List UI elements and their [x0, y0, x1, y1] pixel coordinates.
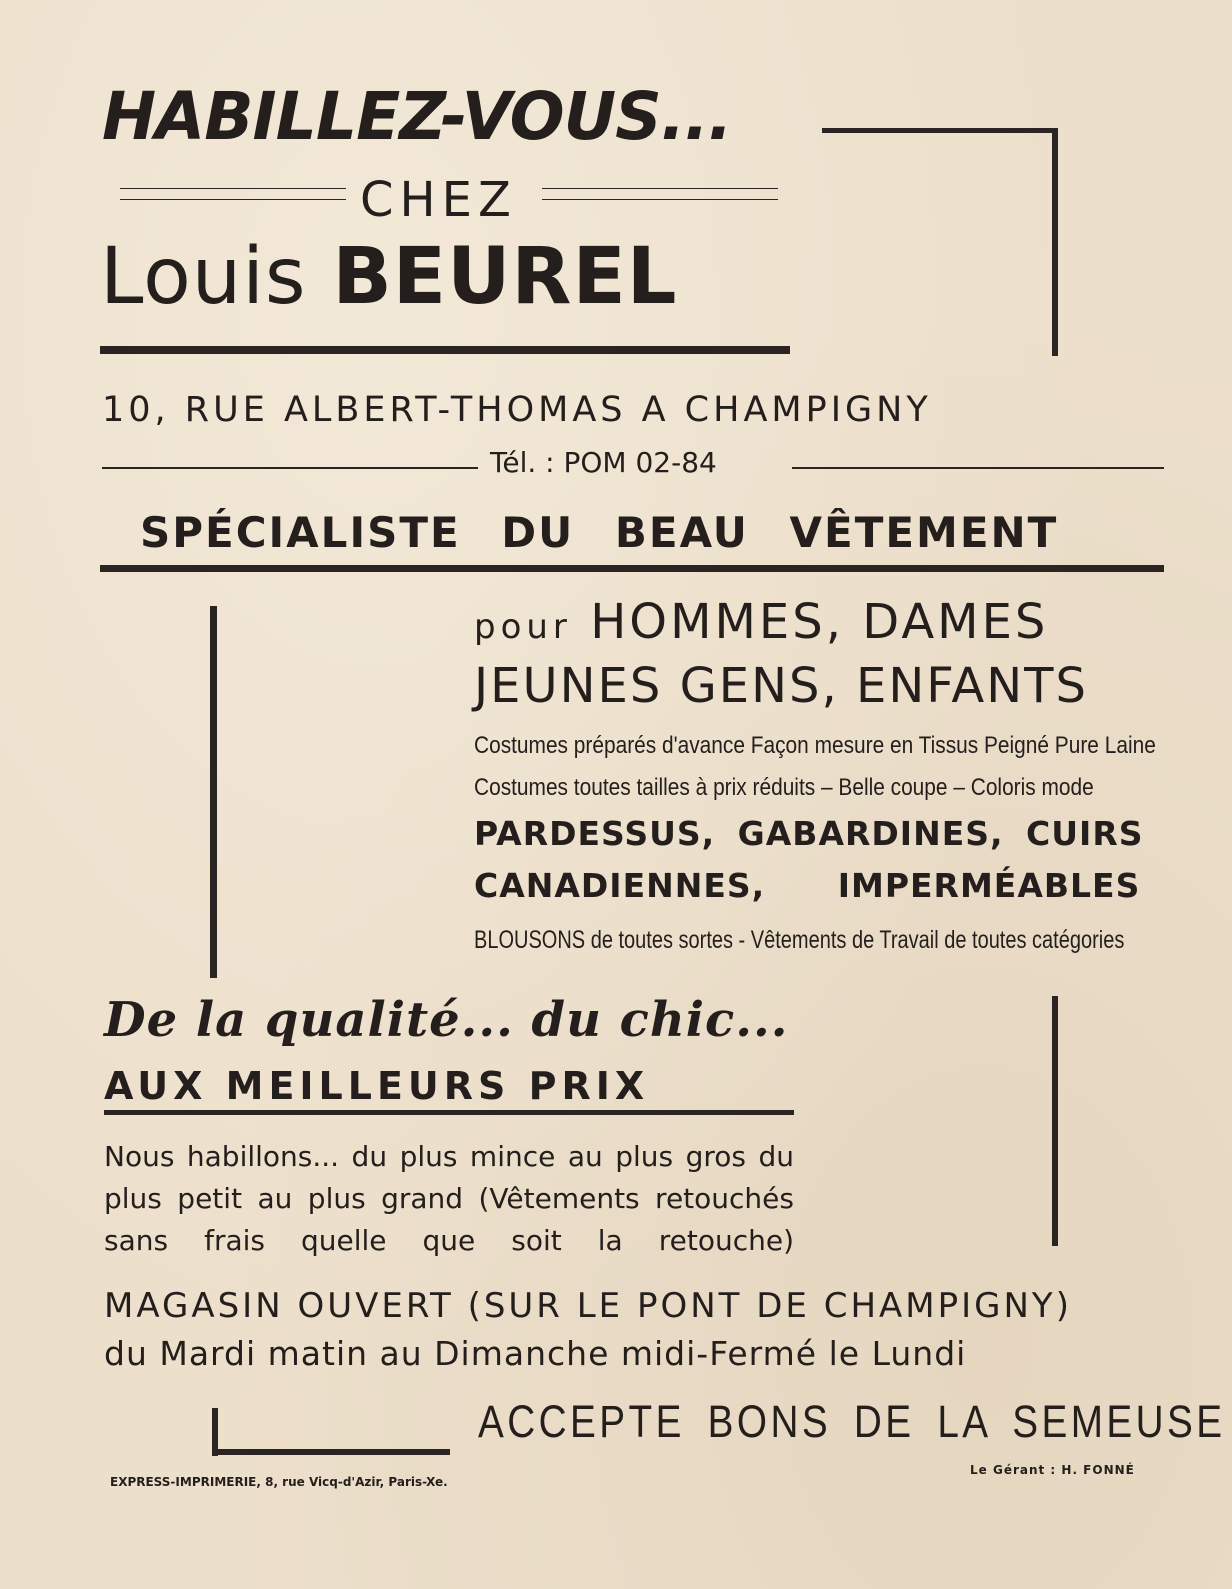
owner-first-name: Louis — [100, 232, 307, 322]
rule-chez-right-2 — [542, 199, 778, 200]
clientele-line-1 — [474, 594, 1048, 650]
shop-owner-name — [100, 232, 677, 322]
rule-tel-left — [102, 467, 478, 469]
printer-credit: EXPRESS-IMPRIMERIE, 8, rue Vicq-d'Azir, Paris-Xe. — [110, 1475, 448, 1489]
owner-last-name: BEUREL — [332, 232, 678, 322]
phone-number: Tél. : POM 02-84 — [490, 446, 717, 479]
rule-chez-left-1 — [120, 188, 346, 189]
shop-address: 10, RUE ALBERT-THOMAS A CHAMPIGNY — [102, 390, 932, 430]
rule-under-name — [100, 346, 790, 354]
rule-under-prices — [104, 1110, 794, 1115]
vertical-bar-right — [1052, 996, 1058, 1246]
items-line-2: CANADIENNES, IMPERMÉABLES — [474, 866, 1141, 905]
rule-chez-right-1 — [542, 188, 778, 189]
rule-chez-left-2 — [120, 199, 346, 200]
clientele-line-2: JEUNES GENS, ENFANTS — [474, 658, 1088, 714]
prices-heading: AUX MEILLEURS PRIX — [104, 1064, 650, 1108]
costumes-line-2: Costumes toutes tailles à prix réduits – Belle coupe – Coloris mode — [474, 774, 1094, 801]
specialist-heading: SPÉCIALISTE DU BEAU VÊTEMENT — [140, 508, 1059, 557]
corner-bracket-top — [822, 128, 1058, 133]
for-prefix: pour — [474, 607, 572, 647]
quality-slogan: De la qualité... du chic... — [104, 992, 789, 1048]
manager-credit: Le Gérant : H. FONNÉ — [970, 1463, 1135, 1477]
corner-bracket-right — [1052, 128, 1058, 356]
items-line-1: PARDESSUS, GABARDINES, CUIRS — [474, 814, 1144, 853]
rule-tel-right — [792, 467, 1164, 469]
blousons-line: BLOUSONS de toutes sortes - Vêtements de Travail de toutes catégories — [474, 926, 1125, 954]
vouchers-accepted: ACCEPTE BONS DE LA SEMEUSE — [478, 1396, 1226, 1447]
corner-bracket-bottom-horizontal — [212, 1449, 450, 1455]
vertical-bar-left — [210, 606, 217, 978]
opening-hours: du Mardi matin au Dimanche midi-Fermé le Lundi — [104, 1334, 967, 1373]
headline: HABILLEZ-VOUS... — [102, 78, 732, 155]
rule-under-specialist — [100, 565, 1164, 572]
costumes-line-1: Costumes préparés d'avance Façon mesure en Tissus Peigné Pure Laine — [474, 732, 1156, 759]
for-groups-1: HOMMES, DAMES — [590, 594, 1049, 650]
shop-open-line: MAGASIN OUVERT (SUR LE PONT DE CHAMPIGNY) — [104, 1286, 1072, 1326]
fitting-paragraph: Nous habillons... du plus mince au plus gros du plus petit au plus grand (Vêtements retouchés sans frais quelle que soit la retouche) — [104, 1140, 794, 1257]
chez-label: CHEZ — [360, 172, 517, 228]
